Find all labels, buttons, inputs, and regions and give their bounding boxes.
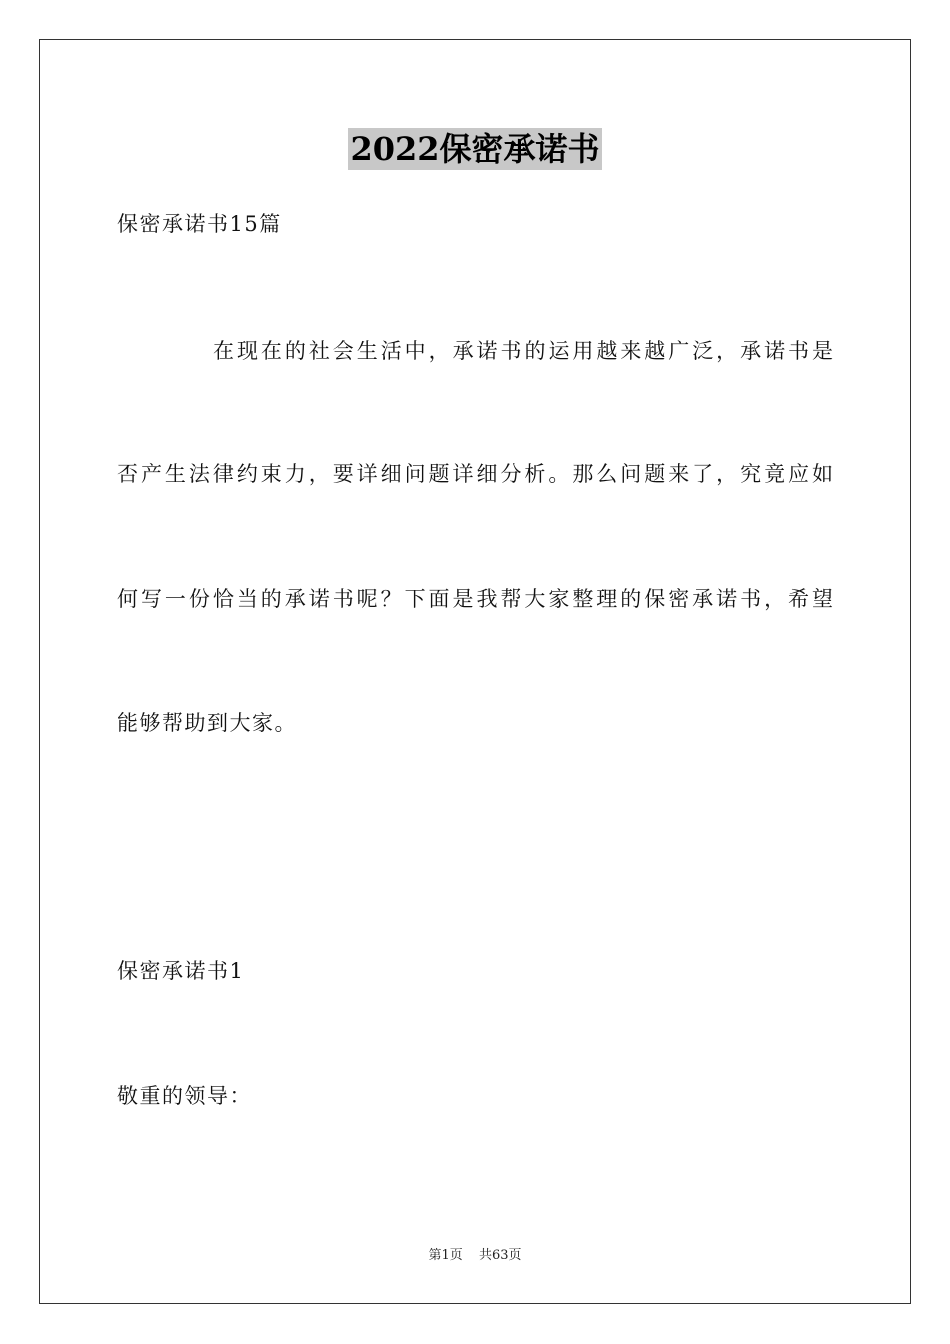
document-subtitle: 保密承诺书15篇: [117, 212, 282, 236]
page-number-total: 共63页: [478, 1248, 522, 1263]
intro-line-2: 否产生法律约束力，要详细问题详细分析。那么问题来了，究竟应如: [117, 462, 833, 486]
intro-line-4: 能够帮助到大家。: [117, 711, 297, 735]
page-footer: [0, 1247, 950, 1265]
intro-line-1: 在现在的社会生活中，承诺书的运用越来越广泛，承诺书是: [213, 339, 833, 363]
salutation: 敬重的领导：: [117, 1084, 252, 1108]
title-container: [0, 128, 950, 170]
intro-line-3: 何写一份恰当的承诺书呢？下面是我帮大家整理的保密承诺书，希望: [117, 587, 833, 611]
section-heading: 保密承诺书1: [117, 959, 245, 983]
page-number-current: 第1页: [428, 1248, 463, 1263]
document-title: 2022保密承诺书: [350, 130, 600, 168]
